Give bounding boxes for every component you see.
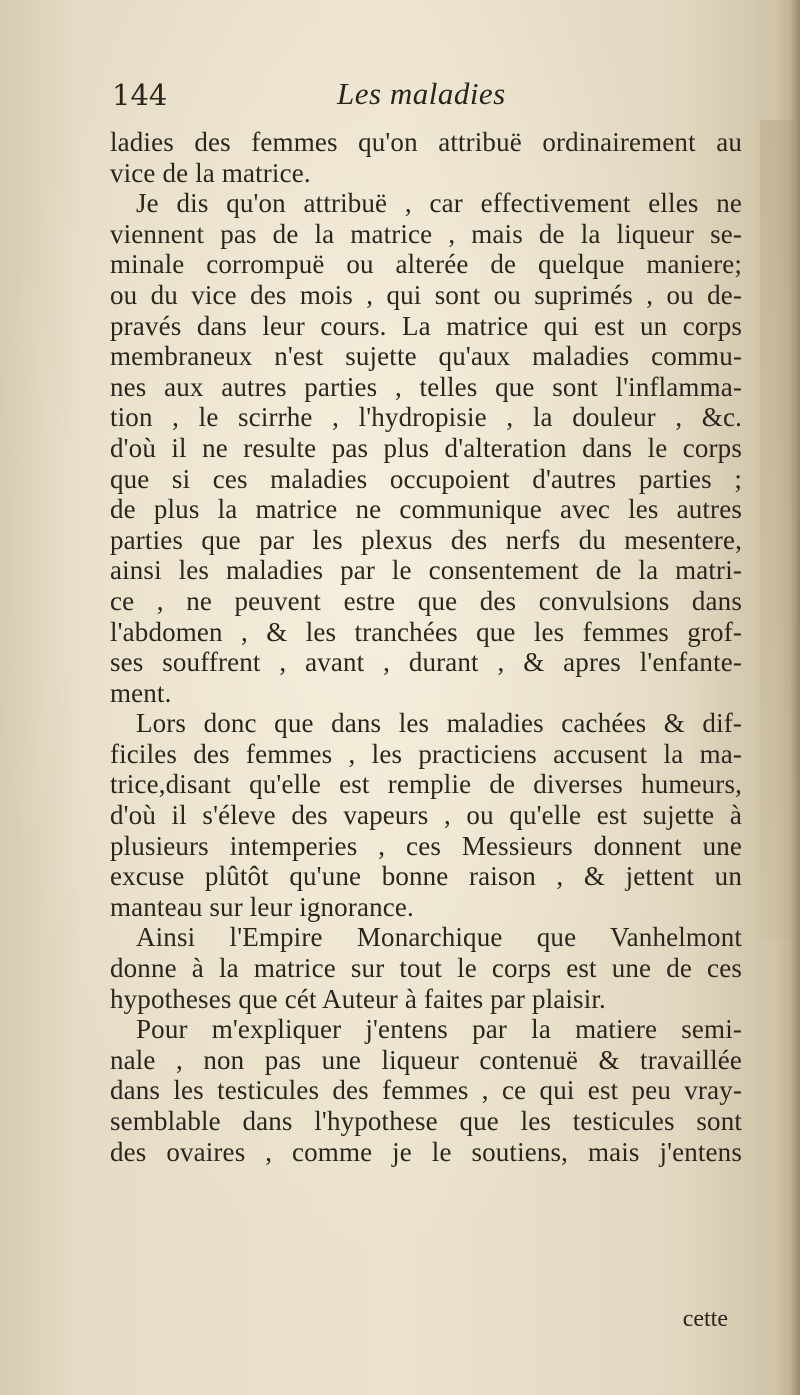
text-line: tion , le scirrhe , l'hydropisie , la douleur , &c. <box>110 402 742 433</box>
text-line: dans les testicules des femmes , ce qui est peu vray- <box>110 1075 742 1106</box>
text-line: vice de la matrice. <box>110 157 311 188</box>
text-line: d'où il s'éleve des vapeurs , ou qu'elle est sujette à <box>110 800 742 831</box>
text-line: hypotheses que cét Auteur à faites par plaisir. <box>110 983 606 1014</box>
body-text <box>110 127 742 1167</box>
text-line: ficiles des femmes , les practiciens accusent la ma- <box>110 738 742 769</box>
text-line: ou du vice des mois , qui sont ou suprimés , ou de- <box>110 279 742 310</box>
text-line: plusieurs intemperies , ces Messieurs donnent une <box>110 830 742 861</box>
text-line: ainsi les maladies par le consentement de la matri- <box>110 555 742 586</box>
text-line: membraneux n'est sujette qu'aux maladies commu- <box>110 341 742 372</box>
text-line: que si ces maladies occupoient d'autres parties ; <box>110 463 742 494</box>
page-edge-shadow <box>790 0 800 1395</box>
text-line: Je dis qu'on attribuë , car effectivement elles ne <box>136 188 742 219</box>
text-line: pravés dans leur cours. La matrice qui est un corps <box>110 310 742 341</box>
page-stain <box>760 120 794 940</box>
text-line: manteau sur leur ignorance. <box>110 891 414 922</box>
text-line: viennent pas de la matrice , mais de la liqueur se- <box>110 218 742 249</box>
catchword: cette <box>682 1306 728 1332</box>
text-line: semblable dans l'hypothese que les testicules sont <box>110 1106 742 1136</box>
text-line: nes aux autres parties , telles que sont l'inflamma- <box>110 371 742 402</box>
text-line: Pour m'expliquer j'entens par la matiere semi- <box>136 1014 742 1045</box>
running-head: Les maladies <box>337 76 506 111</box>
text-line: ladies des femmes qu'on attribuë ordinairement au <box>110 127 742 157</box>
text-line: ses souffrent , avant , durant , & apres l'enfante- <box>110 647 742 678</box>
text-line: d'où il ne resulte pas plus d'alteration dans le corps <box>110 432 742 463</box>
text-line: l'abdomen , & les tranchées que les femmes grof- <box>110 616 742 647</box>
text-line: donne à la matrice sur tout le corps est une de ces <box>110 953 742 984</box>
text-line: nale , non pas une liqueur contenuë & travaillée <box>110 1044 742 1075</box>
text-line: ment. <box>110 677 172 708</box>
page-header <box>112 78 752 124</box>
text-line: ce , ne peuvent estre que des convulsions dans <box>110 585 742 616</box>
text-line: des ovaires , comme je le soutiens, mais j'entens <box>110 1136 742 1167</box>
text-line: de plus la matrice ne communique avec les autres <box>110 494 742 525</box>
text-line: minale corrompuë ou alterée de quelque maniere; <box>110 249 742 280</box>
text-line: Ainsi l'Empire Monarchique que Vanhelmont <box>136 922 742 953</box>
text-line: trice,disant qu'elle est remplie de diverses humeurs, <box>110 769 742 800</box>
text-line: excuse plûtôt qu'une bonne raison , & jettent un <box>110 861 742 892</box>
page-number: 144 <box>112 78 168 112</box>
text-line: parties que par les plexus des nerfs du mesentere, <box>110 524 742 555</box>
text-line: Lors donc que dans les maladies cachées & dif- <box>136 708 742 739</box>
